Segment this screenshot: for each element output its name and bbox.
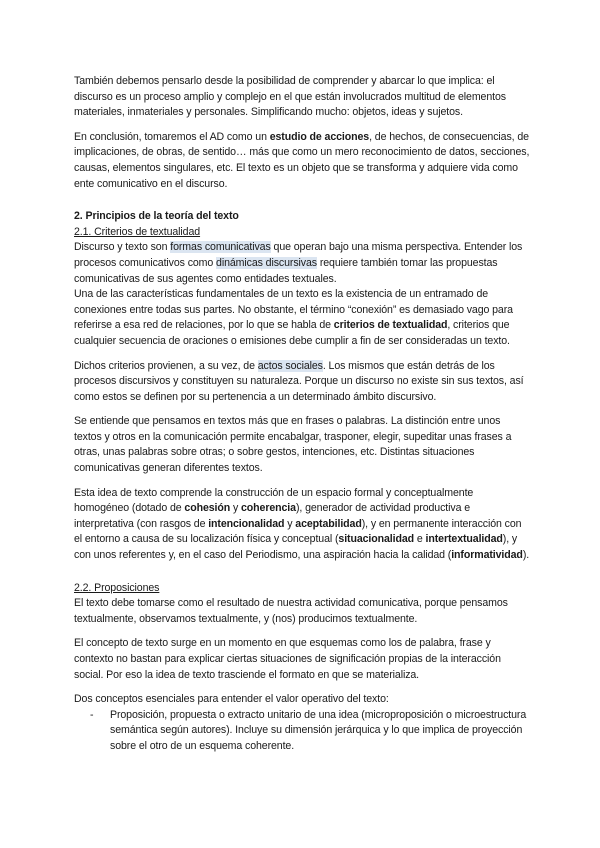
section-heading: 2. Principios de la teoría del texto bbox=[74, 210, 239, 223]
highlighted-term: actos sociales bbox=[257, 359, 323, 372]
paragraph bbox=[74, 486, 530, 564]
text-run: Una de las características fundamentales de un texto es la existencia de un entramado de conexiones entre todas sus partes. No obstante, el término “conexión” es demasiado vago para referirse a esa red de relaciones, por lo que se habla de bbox=[74, 288, 513, 332]
bullet-list bbox=[74, 708, 530, 755]
bold-term: situacionalidad bbox=[338, 533, 415, 546]
text-run: que operan bajo una misma perspectiva. Entender los procesos comunicativos como bbox=[74, 241, 523, 269]
bold-term: estudio de acciones bbox=[269, 130, 370, 143]
highlighted-term: dinámicas discursivas bbox=[216, 256, 317, 269]
paragraph: Se entiende que pensamos en textos más que en frases o palabras. La distinción entre unos textos y otros en la comunicación permite encabalgar, trasponer, elegir, supeditar unas frases a otras, unas palabras sobre otras; o sobre gestos, intenciones, etc. Distintas situaciones comunicativas generan diferentes textos. bbox=[74, 415, 512, 475]
paragraph: También debemos pensarlo desde la posibilidad de comprender y abarcar lo que implica: el discurso es un proceso amplio y complejo en el que están involucrados multitud de elementos materiales, inmateriales y personales. Simplificando mucho: objetos, ideas y sujetos. bbox=[74, 75, 506, 119]
text-run: ). bbox=[522, 549, 530, 562]
subsection-heading: 2.1. Criterios de textualidad bbox=[74, 225, 201, 238]
text-run: , criterios que cualquier secuencia de oraciones o emisiones debe cumplir a fin de ser consideradas un texto. bbox=[74, 319, 510, 347]
bold-term: coherencia bbox=[241, 502, 296, 515]
highlighted-term: formas comunicativas bbox=[170, 241, 271, 254]
paragraph bbox=[74, 240, 530, 287]
text-run: ), y con unos referentes y, en el caso del Periodismo, una aspiración hacia la calidad ( bbox=[74, 533, 518, 562]
bold-term: criterios de textualidad bbox=[333, 319, 448, 332]
bold-term: intencionalidad bbox=[208, 517, 285, 530]
text-run: e bbox=[414, 533, 426, 546]
text-run: En conclusión, tomaremos el AD como un bbox=[74, 130, 270, 143]
text-run: Esta idea de texto comprende la construcción de un espacio formal y conceptualmente homogéneo (dotado de bbox=[74, 486, 474, 515]
paragraph: El concepto de texto surge en un momento en que esquemas como los de palabra, frase y contexto no bastan para explicar ciertas situaciones de significación propias de la interacción social. Por eso la idea de texto trasciende el formato en que se materializa. bbox=[74, 637, 501, 681]
bold-term: informatividad bbox=[451, 549, 523, 562]
subsection-heading: 2.2. Proposiciones bbox=[74, 581, 160, 594]
text-run: Dichos criterios provienen, a su vez, de bbox=[74, 359, 258, 372]
page-content bbox=[74, 74, 530, 755]
text-run: y bbox=[230, 502, 241, 515]
bold-term: cohesión bbox=[184, 502, 231, 515]
paragraph bbox=[74, 359, 530, 406]
paragraph: El texto debe tomarse como el resultado de nuestra actividad comunicativa, porque pensamos textualmente, observamos textualmente, y (nos) producimos textualmente. bbox=[74, 597, 508, 625]
bold-term: intertextualidad bbox=[425, 533, 503, 546]
text-run: , de hechos, de consecuencias, de implicaciones, de obras, de sentido… más que como un mero reconocimiento de datos, secciones, causas, elementos singulares, etc. El texto es un objeto que se transforma y adquiere vida como ente comunicativo en el discurso. bbox=[74, 130, 530, 190]
paragraph bbox=[74, 130, 530, 192]
list-marker: - bbox=[90, 708, 94, 721]
text-run: . Los mismos que están detrás de los procesos discursivos y constituyen su naturaleza. Porque un discurso no existe sin sus textos, así como estos se definen por su pertenencia a un determinado ámbito discursivo. bbox=[74, 359, 524, 403]
paragraph bbox=[74, 287, 530, 349]
bold-term: aceptabilidad bbox=[295, 517, 362, 530]
list-item bbox=[74, 708, 530, 755]
text-run: requiere también tomar las propuestas comunicativas de sus agentes como entidades textuales. bbox=[74, 256, 498, 285]
text-run: y bbox=[284, 517, 296, 530]
paragraph: Dos conceptos esenciales para entender el valor operativo del texto: bbox=[74, 693, 389, 706]
list-item-text: Proposición, propuesta o extracto unitario de una idea (microproposición o microestructura semántica según autores). Incluye su dimensión jerárquica y lo que implica de proyección sobre el otro de un esquema coherente. bbox=[110, 708, 527, 752]
text-run: ), generador de actividad productiva e interpretativa (con rasgos de bbox=[74, 502, 471, 530]
text-run: ), y en permanente interacción con el entorno a causa de su localización física y conceptual ( bbox=[74, 517, 522, 546]
text-run: Discurso y texto son bbox=[74, 241, 171, 254]
